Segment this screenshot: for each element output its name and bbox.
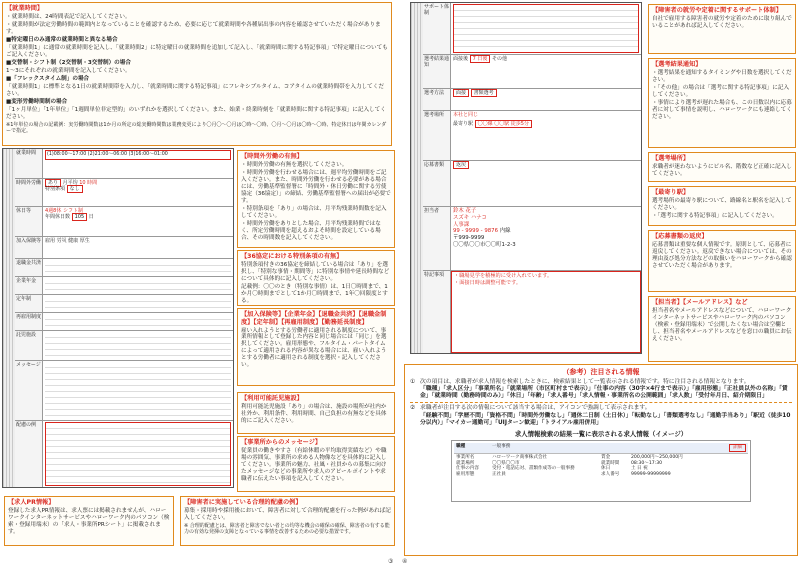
contact-dept[interactable]: 人事課	[453, 221, 470, 228]
hours-3[interactable]: (3)16:00～01:00	[128, 152, 168, 157]
mock-value: ハローワーク商事株式会社	[492, 454, 548, 460]
search-result-mock	[451, 440, 751, 502]
callout-text: ・時間外労働をありとした場合、月平均残業時間ではなく、所定労働時間を超えるおよそ時間を設定している場合、その時間数を記入してください。	[241, 220, 381, 241]
callout-text: 利用可能託児施設「あり」の場合は、施設の場所が社内か社外か、利用条件、利用時間、自己負担の有無などを具体的にご記入ください。	[241, 403, 387, 424]
contact-address[interactable]: 〇〇県〇〇市〇〇町1-2-3	[453, 241, 516, 248]
selection-place[interactable]: 本社と同じ	[453, 112, 479, 118]
working-hours-guide	[2, 2, 392, 146]
special-clause-label: 特別条項	[45, 186, 66, 193]
callout-childcare	[237, 392, 395, 434]
annual-holidays-unit: 日	[88, 214, 94, 221]
mock-value: 正社員	[492, 472, 506, 478]
mock-label: 仕事の内容	[456, 466, 479, 472]
selection-other[interactable]: その他	[491, 56, 507, 62]
callout-text: ・時間外労働の有無を選択してください。	[241, 161, 348, 168]
contact-kana[interactable]: スズキ ハナコ	[453, 214, 487, 221]
mock-value: 〇〇県〇〇市	[492, 460, 520, 466]
form-label: 退職金共済	[15, 259, 43, 276]
callout-pr-info	[4, 496, 174, 546]
info-number: ①	[410, 378, 416, 385]
form-label: 配慮の例	[15, 421, 43, 487]
callout-message	[237, 436, 395, 492]
callout-text: ・事情により選考が遅れた場合も、この日数以内に応募者に対して事情を説明し、ハローワークにも連絡してください。	[652, 99, 792, 120]
documents-return[interactable]: 返戻	[453, 161, 469, 169]
info-text: 求職者が注目する次の情報について該当する場合は、アイコンで強調して表示されます。	[420, 405, 651, 412]
guide-line: 「就業時間1」に標準となる1日の就業時間帯を入力し、「就業時間に関する特記事項」にフレキシブルタイム、コアタイムの就業時間帯を入力してください。	[6, 83, 384, 97]
mock-label: 事業所名	[456, 454, 475, 460]
overtime-avg-label: 月平均	[62, 180, 78, 186]
callout-overtime	[237, 150, 395, 248]
contact-zip[interactable]: 〒999-9999	[453, 235, 485, 241]
callout-selection-result	[648, 58, 796, 148]
callout-text: 選考場所の最寄り駅について、路線名と駅名を記入してください。	[652, 197, 792, 211]
callout-tag: 【最寄り駅】	[652, 189, 690, 196]
special-note[interactable]: ・面接日時は調整可能です。	[454, 279, 522, 286]
callout-text: ・選考結果を通知するタイミングや日数を選択してください。	[652, 69, 792, 83]
method-interview[interactable]: 面接	[453, 89, 469, 97]
nearest-station-label: 最寄り駅	[453, 121, 474, 128]
callout-36-agreement	[237, 250, 395, 306]
form-label: 加入保険等	[15, 237, 43, 258]
working-hours-tag: 【就業時間】	[6, 5, 44, 12]
callout-text: 特別条項付きの36協定を締結している場合は「あり」を選択し、「特別な事情・期間等」に特別な事情や延長時間などについて具体的に記入してください。	[241, 261, 390, 282]
mock-value: 受付・電話応対、書類作成等の一般事務	[492, 466, 575, 472]
mock-value: 土 日 祝	[631, 466, 648, 472]
callout-tag: 【障害者の就労や定着に関するサポート体制】	[652, 7, 782, 14]
annual-holidays-value[interactable]: 105	[72, 213, 88, 221]
guide-heading: ■特定曜日のみ通常の就業時間と異なる場合	[6, 36, 118, 43]
callout-text: 自社で雇用する障害者の就労や定着のために取り組んでいることがあれば記入してください。	[652, 15, 792, 29]
page-number-right: ④	[402, 558, 408, 565]
guide-heading: ■交替制・シフト制（2交替制・3交替制）の場合	[6, 59, 131, 66]
callout-text: 雇い入れようとする労働者に適用される制度について、事業所情報として登録した内容と同じ場合には「同じ」を選択してください。雇用形態や、フルタイム・パートタイムによって適用される内容が異なる場合には、雇い入れようとする労働者に適用される制度を選択・記入してください。	[241, 327, 387, 369]
callout-text: ・特別条項を「あり」の場合は、月平均残業時間数を記入してください。	[241, 205, 387, 219]
callout-tag: 【担当者】【メールアドレス】など	[652, 299, 748, 306]
callout-job-notes	[470, 324, 476, 328]
form-label: 特記事項	[423, 271, 451, 353]
contact-tel[interactable]: 99 - 9999 - 9876	[453, 228, 499, 235]
guide-line: 「1ヶ月単位」「1年単位」「1週間単位非定型的」のいずれかを選択してください。また、始業・終業時刻を「就業時間に関する特記事項」に記入してください。	[6, 106, 386, 120]
reference-info	[404, 364, 798, 556]
callout-insurance	[237, 308, 395, 386]
job-form-left	[2, 148, 234, 488]
info-text: 次の項目は、求職者が求人情報を検索したときに、検索結果として一覧表示される情報です。特に注目される情報となります。	[420, 378, 750, 385]
guide-heading: ■「フレックスタイム制」の場合	[6, 75, 90, 82]
callout-text: 担当者名やメールアドレスなどについて、ハローワークインターネットサービスやハローワーク内のパソコン（検索・登録用端末）で公開したくない場合は空欄とし、担当者名やメールアドレスなどを窓口の職員にお伝えください。	[652, 307, 792, 342]
callout-nearest-station	[648, 186, 796, 226]
job-form-right	[410, 2, 642, 354]
form-label: 託児施設	[15, 331, 43, 360]
form-label: 選考結果通知	[423, 55, 451, 88]
guide-line: ・就業時間が法定労働時間の範囲内となっていることを確認するため、必要に応じて就業時間や各種届出事の内容を確認させていただく場合があります。	[6, 21, 381, 35]
contact-name[interactable]: 鈴木 花子	[453, 208, 477, 214]
form-side-strip	[3, 149, 15, 487]
form-label: 担当者	[423, 207, 451, 270]
info-list: 「職種」「求人区分」「事業所名」「就業場所（市区町村まで表示）」「仕事の内容（30字×4行まで表示）」「雇用形態」「正社員以外の名称」「賃金」「就業時間（勤務時間のみ）」「休日」「年齢」「求人番号」「求人情報・事業所名の公開範囲」「求人数」「受付年月日、紹介期限日」	[420, 385, 788, 400]
special-note[interactable]: ・職場見学を積極的に受け入れています。	[454, 273, 553, 279]
mock-label: 休日	[601, 466, 611, 472]
form-label: サポート体制	[423, 3, 451, 54]
guide-line: ・就業時間は、24時間表記で記入してください。	[6, 13, 131, 20]
callout-text: 求職者が迷わないようにビル名、階数など正確に記入してください。	[652, 163, 792, 177]
callout-tag: 【利用可能託児施設】	[241, 395, 303, 402]
selection-timing[interactable]: 面接後	[453, 56, 469, 62]
callout-tag: 【事業所からのメッセージ】	[241, 439, 322, 446]
callout-contact	[648, 296, 796, 362]
insurance-value[interactable]: 雇用 労災 健康 厚生	[45, 238, 90, 244]
form-label: 時間外労働	[15, 179, 43, 206]
info-number: ②	[410, 405, 416, 412]
mock-label: 雇用形態	[456, 472, 475, 478]
shift-type[interactable]: シフト制	[62, 208, 83, 214]
mock-label: 就業場所	[456, 460, 475, 466]
hours-1[interactable]: (1)08:00～17:00	[47, 152, 87, 157]
callout-text: ・「選考に関する特記事項」に記入してください。	[652, 212, 778, 219]
callout-accommodation	[180, 496, 395, 546]
overtime-value[interactable]: あり	[45, 179, 61, 187]
hours-2[interactable]: (2)21:00～06:00	[87, 152, 128, 157]
method-documents[interactable]: 書類選考	[471, 89, 497, 97]
callout-selection-place	[648, 152, 796, 182]
mock-label: 職種	[456, 444, 466, 450]
form-label: 応募書類	[423, 161, 451, 206]
annual-holidays-label: 年間休日数	[45, 214, 71, 221]
callout-text: ・「その他」の場合は「選考に関する特記事項」に記入してください。	[652, 84, 790, 98]
callout-tag: 【36協定における特別条項の有無】	[241, 253, 343, 260]
callout-tag: 【選考場所】	[652, 155, 690, 162]
callout-text: 応募書類は重要な個人情報です。原則として、応募者に返戻してください。返戻できない場合については、その理由及び処分方法などの取扱いをハローワークから確認させていただく場合があります。	[652, 241, 792, 269]
mock-label: 就業時間	[601, 460, 620, 466]
callout-tag: 【応募書類の返戻】	[652, 233, 708, 240]
callout-text: ・時間外労働を行わせる場合には、週平均労働時間をご記入ください。また、時間外労働を行わせる必要がある場合には、労働基準監督署に「時間外・休日労働に関する労使協定（36協定）」の締結、労働基準監督署への届出が必要です。	[241, 169, 391, 204]
special-clause-value[interactable]: なし	[67, 185, 83, 193]
guide-line: ※1年単位の場合の記載例：実労働時間数は1か月の所定の総実働時間数は業務変更により〇月〇～〇月は〇時～〇時、〇月～〇月は〇時～〇時、特定休日は年間カレンダーで指定。	[6, 121, 387, 134]
guide-heading: ■変形労働時間制の場合	[6, 98, 68, 105]
info-title: （参考）注目される情報	[562, 368, 640, 376]
callout-text: 登録した求人PR情報は、求人票には掲載されませんが、ハローワークインターネットサービスやハローワーク内のパソコン（検索・登録用端末）の「求人・事業所PRシート」に掲載されます。	[8, 507, 170, 535]
selection-days[interactable]: 7 日後	[470, 55, 491, 63]
callout-tag: 【時間外労働の有無】	[241, 153, 303, 160]
callout-tag: 【障害者に実施している合理的配慮の例】	[184, 499, 302, 506]
callout-text: 募集・採用時や採用後において、障害者に対して合理的配慮を行った例があれば記入してください。	[184, 507, 391, 521]
mock-value: 08:30～17:30	[631, 460, 663, 466]
info-list: 「経験不問」「学歴不問」「資格不問」「時間外労働なし」「週休二日制（土日休）」「転勤なし」「書類選考なし」「通勤手当あり」「駅近（徒歩10分以内）」「マイカー通勤可」「UIJターン歓迎」「トライアル雇用併用」	[420, 412, 791, 426]
guide-line: 1～3にそれぞれの就業時間を記入してください。	[6, 67, 131, 74]
form-label: 選考場所	[423, 111, 451, 160]
nearest-station[interactable]: 〇〇線 〇〇駅 徒歩5分	[475, 120, 532, 128]
form-label: 定年制	[15, 295, 43, 312]
mock-detail-button[interactable]: 詳細	[729, 444, 746, 452]
contact-ext-label: 内線	[499, 228, 511, 235]
form-label: 選考方法	[423, 89, 451, 110]
callout-tag: 【求人PR情報】	[8, 499, 55, 506]
mock-title: 求人情報検索の結果一覧に表示される求人情報（イメージ）	[514, 430, 688, 439]
page-number-left: ③	[388, 558, 394, 565]
mock-value: 99999-99999999	[631, 472, 671, 478]
form-label: 企業年金	[15, 277, 43, 294]
callout-documents	[648, 230, 796, 292]
form-label: 就業時間	[15, 149, 43, 178]
holiday-pattern[interactable]: 4週8休	[45, 208, 62, 214]
mock-label: 求人番号	[601, 472, 620, 478]
mock-label: 賃金	[601, 454, 611, 460]
overtime-hours[interactable]: 10 時間	[79, 180, 98, 186]
form-label: 休日等	[15, 207, 43, 236]
callout-support	[648, 4, 796, 54]
callout-tag: 【選考結果通知】	[652, 61, 702, 68]
mock-value: 一般事務	[492, 444, 511, 450]
form-label: メッセージ	[15, 361, 43, 420]
callout-tag: 【加入保険等】【企業年金】【退職金共済】【退職金制度】【定年制】【再雇用制度】【勤務延長制度】	[241, 311, 387, 326]
callout-text: 記載例：〇〇のとき（特別な事情）は、1日〇時間まで、1か月〇時間までとして1か月〇時間まで、1年〇回限度とする。	[241, 283, 388, 304]
callout-text: 従業員の働きやすさ（有給休暇の平均取得実績など）や職場の雰囲気、事業所の求める人物像などを具体的に記入してください。事業所の魅力、社風・社員からの募集に向けたメッセージなどの事業所や求人のアピールポイントや求職者に伝えたい事項を記入してください。	[241, 447, 387, 482]
guide-line: 「就業時間1」に通常の就業時間を記入し、「就業時間2」に特定曜日の就業時間を追加して記入し、「就業時間に関する特記事項」で特定曜日についてもご記入ください。	[6, 44, 388, 58]
callout-text: ※ 合理的配慮とは、障害者と障害でない者との均等な機会の確保の確保、障害者の有する能力の有効な発揮の支障となっている事情を改善するための必要な措置です。	[184, 522, 390, 535]
form-label: 再雇用制度	[15, 313, 43, 330]
mock-value: 200,000円～250,000円	[631, 454, 683, 460]
form-side-strip	[411, 3, 423, 353]
